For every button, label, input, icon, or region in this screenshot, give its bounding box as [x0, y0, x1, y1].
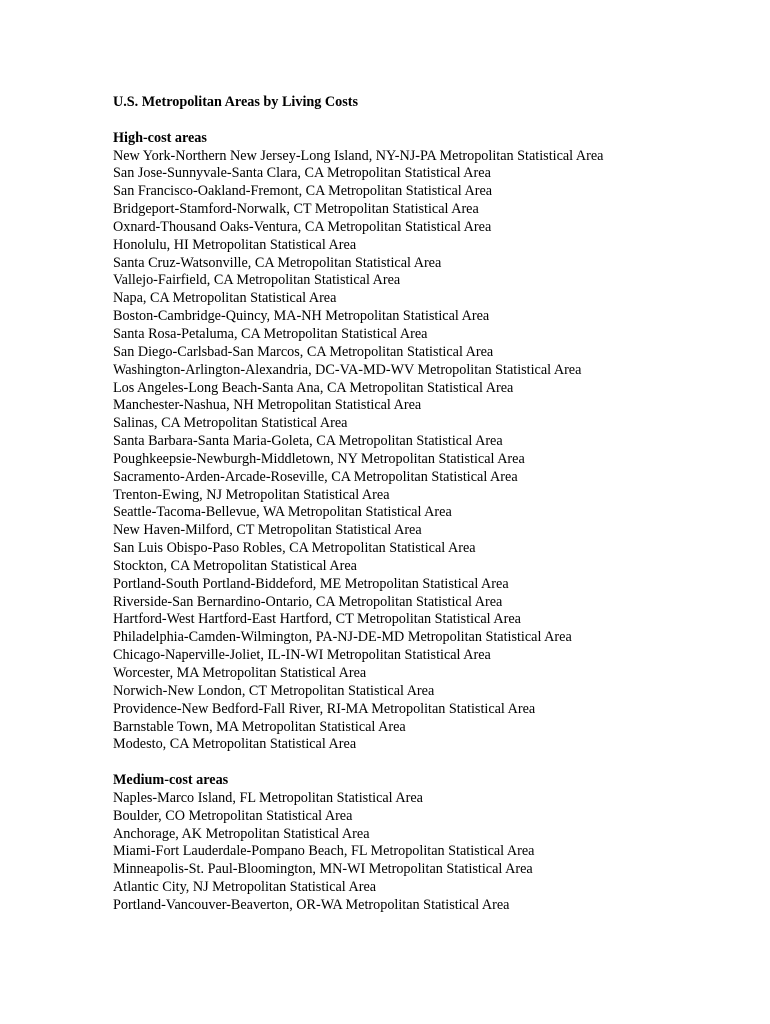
list-item: Santa Rosa-Petaluma, CA Metropolitan Statistical Area [113, 325, 428, 342]
list-item: Bridgeport-Stamford-Norwalk, CT Metropolitan Statistical Area [113, 201, 479, 218]
list-item: Portland-South Portland-Biddeford, ME Metropolitan Statistical Area [113, 575, 509, 592]
list-item: Miami-Fort Lauderdale-Pompano Beach, FL Metropolitan Statistical Area [113, 843, 535, 860]
list-item: Modesto, CA Metropolitan Statistical Area [113, 736, 357, 753]
page-title: U.S. Metropolitan Areas by Living Costs [113, 94, 359, 110]
spacer [113, 754, 753, 772]
section-high-cost-areas [113, 130, 753, 755]
list-item: Norwich-New London, CT Metropolitan Statistical Area [113, 682, 435, 699]
list-item: Santa Barbara-Santa Maria-Goleta, CA Metropolitan Statistical Area [113, 433, 503, 450]
list-item: San Diego-Carlsbad-San Marcos, CA Metropolitan Statistical Area [113, 343, 494, 360]
list-item: Seattle-Tacoma-Bellevue, WA Metropolitan Statistical Area [113, 504, 452, 521]
section-heading-medium-cost: Medium-cost areas [113, 772, 229, 789]
list-item: Providence-New Bedford-Fall River, RI-MA Metropolitan Statistical Area [113, 700, 536, 717]
list-item: Oxnard-Thousand Oaks-Ventura, CA Metropolitan Statistical Area [113, 218, 492, 235]
section-heading-high-cost: High-cost areas [113, 129, 207, 146]
list-item: Worcester, MA Metropolitan Statistical Area [113, 665, 367, 681]
list-item: Anchorage, AK Metropolitan Statistical Area [113, 825, 370, 842]
list-item: Minneapolis-St. Paul-Bloomington, MN-WI Metropolitan Statistical Area [113, 861, 533, 878]
list-item: Boulder, CO Metropolitan Statistical Area [113, 807, 353, 824]
list-item: Hartford-West Hartford-East Hartford, CT Metropolitan Statistical Area [113, 611, 521, 628]
spacer [113, 112, 753, 130]
list-item: Stockton, CA Metropolitan Statistical Area [113, 557, 357, 574]
list-item: San Jose-Sunnyvale-Santa Clara, CA Metropolitan Statistical Area [113, 165, 491, 182]
list-item: Salinas, CA Metropolitan Statistical Area [113, 415, 348, 432]
list-item: Manchester-Nashua, NH Metropolitan Statistical Area [113, 397, 422, 414]
list-item: Honolulu, HI Metropolitan Statistical Area [113, 236, 357, 253]
list-item: Atlantic City, NJ Metropolitan Statistical Area [113, 879, 377, 896]
list-item: Portland-Vancouver-Beaverton, OR-WA Metropolitan Statistical Area [113, 896, 510, 913]
list-item: Philadelphia-Camden-Wilmington, PA-NJ-DE-MD Metropolitan Statistical Area [113, 629, 572, 646]
list-item: New York-Northern New Jersey-Long Island, NY-NJ-PA Metropolitan Statistical Area [113, 147, 604, 164]
list-item: New Haven-Milford, CT Metropolitan Statistical Area [113, 522, 422, 539]
list-item: Riverside-San Bernardino-Ontario, CA Metropolitan Statistical Area [113, 593, 503, 610]
list-item: Naples-Marco Island, FL Metropolitan Statistical Area [113, 789, 423, 806]
list-item: San Luis Obispo-Paso Robles, CA Metropolitan Statistical Area [113, 540, 476, 557]
list-item: San Francisco-Oakland-Fremont, CA Metropolitan Statistical Area [113, 183, 493, 200]
list-item: Santa Cruz-Watsonville, CA Metropolitan Statistical Area [113, 254, 442, 271]
medium-cost-area-list [113, 790, 753, 915]
list-item: Sacramento-Arden-Arcade-Roseville, CA Metropolitan Statistical Area [113, 468, 518, 485]
document-body [113, 94, 753, 915]
list-item: Trenton-Ewing, NJ Metropolitan Statistical Area [113, 486, 390, 503]
list-item: Chicago-Naperville-Joliet, IL-IN-WI Metropolitan Statistical Area [113, 647, 491, 664]
list-item: Washington-Arlington-Alexandria, DC-VA-MD-WV Metropolitan Statistical Area [113, 361, 582, 378]
list-item: Vallejo-Fairfield, CA Metropolitan Statistical Area [113, 272, 401, 289]
list-item: Napa, CA Metropolitan Statistical Area [113, 290, 337, 307]
high-cost-area-list [113, 148, 753, 755]
list-item: Boston-Cambridge-Quincy, MA-NH Metropolitan Statistical Area [113, 308, 490, 325]
list-item: Los Angeles-Long Beach-Santa Ana, CA Metropolitan Statistical Area [113, 379, 514, 396]
section-medium-cost-areas [113, 772, 753, 915]
list-item: Poughkeepsie-Newburgh-Middletown, NY Metropolitan Statistical Area [113, 450, 525, 467]
list-item: Barnstable Town, MA Metropolitan Statistical Area [113, 718, 406, 735]
